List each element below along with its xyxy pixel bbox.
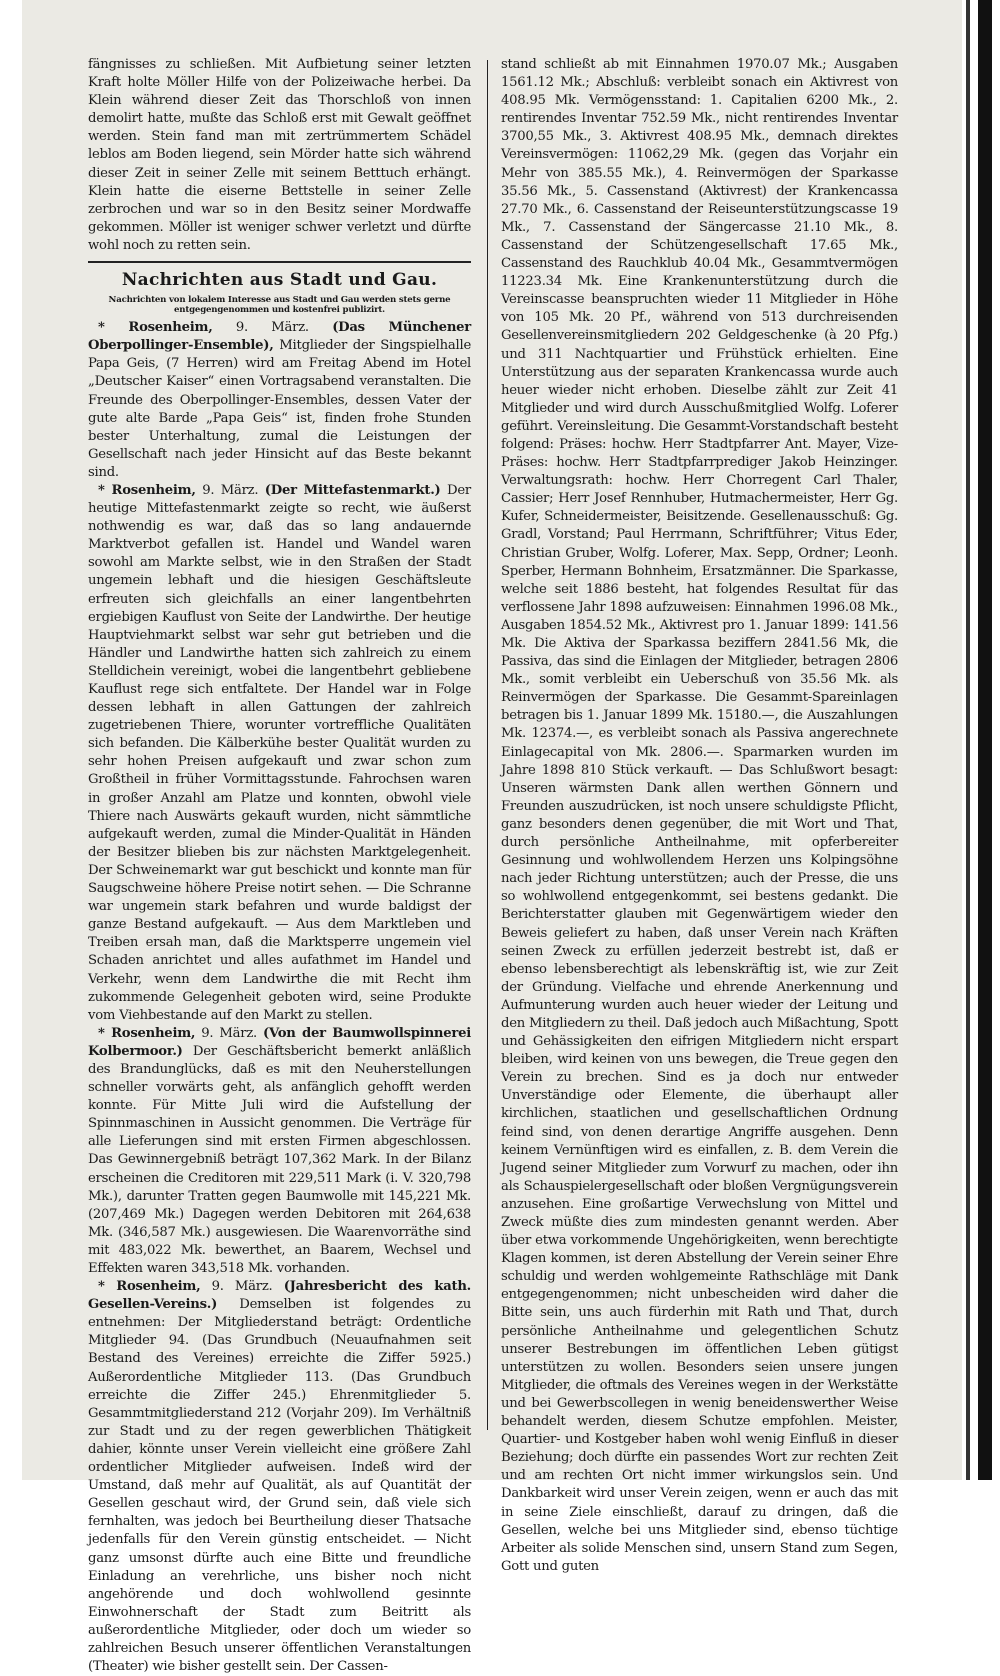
article-text: Mitglieder der Singspielhalle Papa Geis, (7 Herren) wird am Freitag Abend im Hotel „Deutscher Kaiser“ einen Vortragsabend veranstalten. Die Freunde des Oberpollinger-Ensembles, dessen Vater der gute alte Barde „Papa Geis“ ist, finden frohe Stunden bester Unterhaltung, zumal die Leistungen der Gesellschaft nach jeder Hinsicht auf das Beste bekannt sind. — [88, 338, 471, 480]
section-rule — [88, 261, 471, 263]
article-date: 9. März. — [201, 1025, 257, 1041]
article-text: Der Geschäftsbericht bemerkt anläßlich des Brandunglücks, daß es mit den Neuherstellungen schneller vorwärts geht, als anfänglich gehofft werden konnte. Für Mitte Juli wird die Aufstellung der Spinnmaschinen in Aussicht genommen. Die Verträge für alle Lieferungen sind mit ersten Firmen abgeschlossen. Das Gewinnergebniß beträgt 107,362 Mark. In der Bilanz erscheinen die Creditoren mit 229,511 Mark (i. V. 320,798 Mk.), darunter Tratten gegen Baumwolle mit 145,221 Mk. (207,469 Mk.) Dagegen werden Debitoren mit 264,638 Mk. (346,587 Mk.) ausgewiesen. Die Waarenvorräthe sind mit 483,022 Mk. bewerthet, an Baarem, Wechsel und Effekten waren 343,518 Mk. vorhanden. — [88, 1043, 471, 1276]
article-kicker: (Von der Baumwollspinnerei Kolbermoor.) — [88, 1025, 472, 1059]
article-gesellenverein-continued: stand schließt ab mit Einnahmen 1970.07 Mk.; Ausgaben 1561.12 Mk.; Abschluß: verbleibt sonach ein Aktivrest von 408.95 Mk. Vermögensstand: 1. Capitalien 6200 Mk., 2. rentirendes Inventar 752.59 Mk., nicht rentirendes Inventar 3700,55 Mk., 3. Aktivrest 408.95 Mk., demnach direktes Vereinsvermögen: 11062,29 Mk. (gegen das Vorjahr ein Mehr von 385.55 Mk.), 4. Reinvermögen der Sparkasse 35.56 Mk., 5. Cassenstand (Aktivrest) der Krankencassa 27.70 Mk., 6. Cassenstand der Reiseunterstützungscasse 19 Mk., 7. Cassenstand der Sängercasse 21.10 Mk., 8. Cassenstand der Schützengesellschaft 17.65 Mk., Cassenstand des Rauchklub 40.04 Mk., Gesammtvermögen 11223.34 Mk. Eine Krankenunterstützung durch die Vereinscasse beanspruchten wieder 11 Mitglieder in Höhe von 105 Mk. 20 Pf., während von 513 durchreisenden Gesellenvereinsmitgliedern 202 Geldgeschenke (à 20 Pfg.) und 311 Nachtquartier und Frühstück erhielten. Eine Unterstützung aus der separaten Krankencassa wurde auch heuer wieder nicht erhoben. Dieselbe zählt zur Zeit 41 Mitglieder und wird durch Ausschußmitglied Wolfg. Loferer geführt. Vereinsleitung. Die Gesammt-Vorstandschaft besteht folgend: Präses: hochw. Herr Stadtpfarrer Ant. Mayer, Vize-Präses: hochw. Herr Stadtpfarrprediger Jakob Heinzinger. Verwaltungsrath: hochw. Herr Chorregent Carl Thaler, Cassier; Herr Josef Rennhuber, Hutmachermeister, Herr Gg. Kufer, Schneidermeister, Beisitzende. Gesellenausschuß: Gg. Gradl, Vorstand; Paul Herrmann, Schriftführer; Vitus Eder, Christian Gruber, Wolfg. Loferer, Max. Sepp, Ordner; Leonh. Sperber, Hermann Bohnheim, Ersatzmänner. Die Sparkasse, welche seit 1886 besteht, hat folgendes Resultat für das verflossene Jahr 1898 aufzuweisen: Einnahmen 1996.08 Mk., Ausgaben 1854.52 Mk., Aktivrest pro 1. Januar 1899: 141.56 Mk. Die Aktiva der Sparkassa beziffern 2841.56 Mk, die Passiva, das sind die Einlagen der Mitglieder, betragen 2806 Mk., somit verbleibt ein Ueberschuß von 35.56 Mk. als Reinvermögen der Sparkasse. Die Gesammt-Spareinlagen betragen bis 1. Januar 1899 Mk. 15180.—, die Auszahlungen Mk. 12374.—, es verbleibt sonach als Passiva angerechnete Einlagecapital von Mk. 2806.—. Sparmarken wurden im Jahre 1898 810 Stück verkauft. — Das Schlußwort besagt: Unseren wärmsten Dank allen werthen Gönnern und Freunden auszudrücken, ist noch unsere schuldigste Pflicht, ganz besonders denen gegenüber, die mit Wort und That, durch persönliche Antheilnahme, mit opferbereiter Gesinnung und wohlwollendem Herzen uns Kolpingsöhne nach jeder Richtung unterstützen; auch der Presse, die uns so wohlwollend entgegenkommt, sei bestens gedankt. Die Berichterstatter glauben mit Gegenwärtigem wieder den Beweis geliefert zu haben, daß unser Verein nach Kräften seinen Zweck zu erfüllen jederzeit bestrebt ist, daß er ebenso lebensberechtigt als lebenskräftig ist, wie zur Zeit der Gründung. Vielfache und ehrende Anerkennung und Aufmunterung wurden auch heuer wieder der Leitung und den Mitgliedern zu theil. Daß jedoch auch Mißachtung, Spott und Gehässigkeiten den eifrigen Mitgliedern nicht erspart bleiben, wird keinen von uns bewegen, die Treue gegen den Verein zu brechen. Sind es ja doch nur entweder Unverständige oder Elemente, die überhaupt aller kirchlichen, staatlichen und gesellschaftlichen Ordnung feind sind, von denen derartige Angriffe ausgehen. Denn keinem Vernünftigen wird es einfallen, z. B. dem Verein die Jugend seiner Mitglieder zum Vorwurf zu machen, oder ihn als Schauspielergesellschaft oder bloßen Vergnügungsverein anzusehen. Eine großartige Verwechslung von Mittel und Zweck müßte dies zum mindesten genannt werden. Aber über etwa vorkommende Ungehörigkeiten, wenn berechtigte Klagen kommen, ist deren Abstellung der Verein seiner Ehre schuldig und werden wohlgemeinte Rathschläge mit Dank entgegengenommen; nicht unbescheiden wird daher die Bitte sein, uns auch fürderhin mit Rath und That, durch persönliche Antheilnahme und gelegentlichen Schutz unserer Bestrebungen im öffentlichen Leben gütigst unterstützen zu wollen. Besonders seien unsere jungen Mitglieder, die oftmals des Vereines wegen in der Werkstätte und bei Gewerbscollegen in wenig beneidenswerther Weise behandelt werden, diesem Schutze empfohlen. Meister, Quartier- und Kostgeber haben wohl wenig Einfluß in dieser Beziehung; doch dürfte ein passendes Wort zur rechten Zeit und am rechten Ort nicht immer wirkungslos sein. Und Dankbarkeit wird unser Verein zeigen, wenn er auch das mit in seine Ziele einschließt, darauf zu dringen, daß die Gesellen, welche bei uns Mitglieder sind, ebenso tüchtige Arbeiter als solide Menschen sind, unsern Stand zum Segen, Gott und guten — [501, 57, 898, 1574]
right-column — [501, 56, 898, 1576]
section-note: Nachrichten von lokalem Interesse aus Stadt und Gau werden stets gerne entgegengenommen und kostenfrei publizirt. — [108, 295, 451, 316]
scan-edge-line — [966, 0, 970, 1480]
scan-edge — [962, 0, 1000, 1480]
article-gesellenverein — [88, 1278, 471, 1676]
article-kicker: (Der Mittefastenmarkt.) — [264, 482, 441, 498]
article-place: * Rosenheim, — [98, 482, 196, 498]
article-date: 9. März. — [211, 1279, 273, 1295]
article-mittefastenmarkt — [88, 482, 471, 1025]
article-date: 9. März. — [235, 320, 309, 336]
article-oberpollinger — [88, 319, 471, 482]
article-place: * Rosenheim, — [98, 1025, 196, 1041]
article-text: Der heutige Mittefastenmarkt zeigte so recht, wie äußerst nothwendig es war, daß das so lang andauernde Marktverbot gefallen ist. Handel und Wandel waren sowohl am Markte selbst, wie in den Straßen der Stadt ungemein lebhaft und die hiesigen Geschäftsleute erfreuten sich gleichfalls an einer langentbehrten ergiebigen Kauflust von Seite der Landwirthe. Der heutige Hauptviehmarkt selbst war sehr gut betrieben und die Händler und Landwirthe hatten sich zahlreich zu einem Stelldichein vereinigt, wobei die langentbehrt gebliebene Kauflust rege sich entfaltete. Der Handel war in Folge dessen lebhaft in allen Gattungen der zahlreich zugetriebenen Thiere, worunter vortreffliche Qualitäten sich befanden. Die Kälberkühe bester Qualität wurden zu sehr hohen Preisen aufgekauft und zwar schon zum Großtheil in früher Vormittagsstunde. Fahrochsen waren in großer Anzahl am Platze und konnten, obwohl viele Thiere nach Auswärts gekauft wurden, nicht sämmtliche aufgekauft werden, zumal die Minder-Qualität in Händen der Besitzer blieben bis zur nächsten Marktgelegenheit. Der Schweinemarkt war gut beschickt und konnte man für Saugschweine höhere Preise notirt sehen. — Die Schranne war ungemein stark befahren und wurde baldigst der ganze Bestand aufgekauft. — Aus dem Marktleben und Treiben ersah man, daß die Marktsperre ungemein viel Schaden anrichtet und alles aufathmet im Handel und Verkehr, wenn dem Landwirthe die mit Recht ihm zukommende Gelegenheit geboten wird, seine Produkte vom Viehbestande auf den Markt zu stellen. — [88, 482, 471, 1023]
scan-edge-bar — [978, 0, 992, 1480]
article-place: * Rosenheim, — [98, 1279, 201, 1295]
article-kicker: (Das Münchener Oberpollinger-Ensemble), — [88, 320, 472, 354]
article-kicker: (Jahresbericht des kath. Gesellen-Vereins.) — [88, 1279, 472, 1313]
section-title: Nachrichten aus Stadt und Gau. — [121, 270, 438, 291]
continued-article: fängnisses zu schließen. Mit Aufbietung seiner letzten Kraft holte Möller Hilfe von der Polizeiwache herbei. Da Klein während dieser Zeit das Thorschloß von innen demolirt hatte, mußte das Schloß erst mit Gewalt geöffnet werden. Stein fand man mit zertrümmertem Schädel leblos am Boden liegend, sein Mörder hatte sich während dieser Zeit in seiner Zelle mit seinem Betttuch erhängt. Klein hatte die eiserne Bettstelle in seiner Zelle zerbrochen und war so in den Besitz seiner Mordwaffe gekommen. Möller ist weniger schwer verletzt und dürfte wohl noch zu retten sein. — [88, 57, 471, 253]
article-date: 9. März. — [202, 482, 259, 498]
column-divider — [487, 60, 488, 1430]
left-column — [88, 56, 471, 1676]
article-place: * Rosenheim, — [98, 320, 213, 336]
article-text: Demselben ist folgendes zu entnehmen: Der Mitgliederstand beträgt: Ordentliche Mitglieder 94. (Das Grundbuch (Neuaufnahmen seit Bestand des Vereines) erreichte die Ziffer 5925.) Außerordentliche Mitglieder 113. (Das Grundbuch erreichte die Ziffer 245.) Ehrenmitglieder 5. Gesammtmitgliederstand 212 (Vorjahr 209). Im Verhältniß zur Stadt und zu der regen gewerblichen Thätigkeit dahier, könnte unser Verein vielleicht eine größere Zahl ordentlicher Mitglieder aufweisen. Indeß wird der Umstand, daß mehr auf Qualität, als auf Quantität der Gesellen geschaut wird, der Grund sein, daß viele sich fernhalten, was jedoch bei Beurtheilung dieser Thatsache jedenfalls für den Verein günstig entscheidet. — Nicht ganz umsonst dürfte auch eine Bitte und freundliche Einladung an verehrliche, uns bisher noch nicht angehörende und doch wohlwollend gesinnte Einwohnerschaft der Stadt zum Beitritt als außerordentliche Mitglieder, oder doch um wieder so zahlreichen Besuch unserer öffentlichen Veranstaltungen (Theater) wie bisher gestellt sein. Der Cassen- — [88, 1297, 471, 1675]
article-baumwollspinnerei — [88, 1025, 471, 1278]
